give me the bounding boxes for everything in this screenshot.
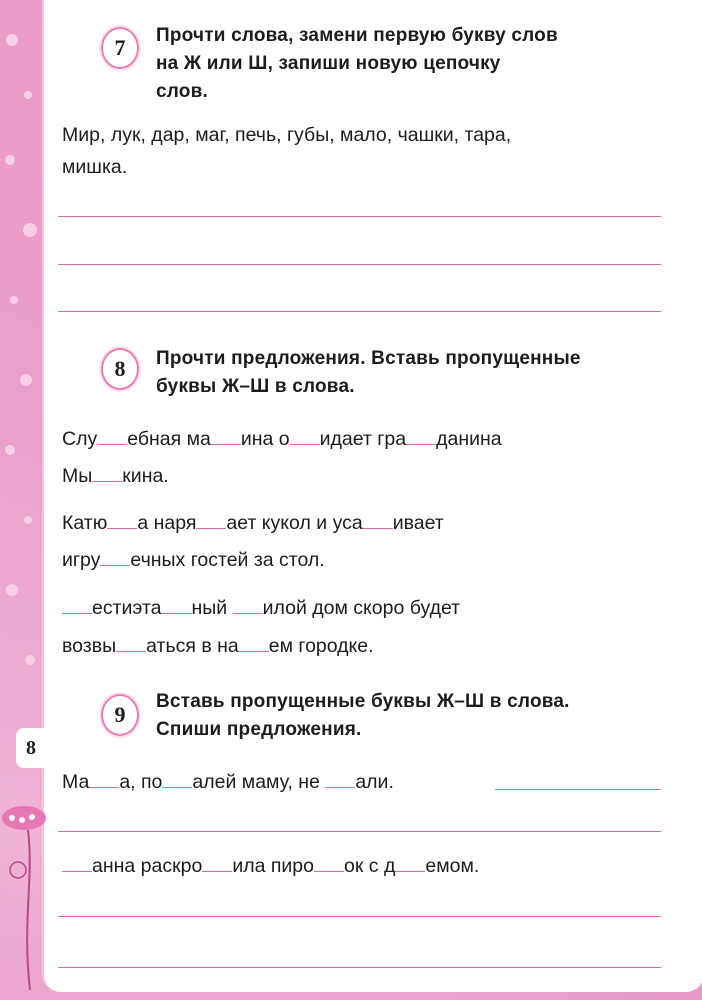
answer-line[interactable]: [495, 789, 661, 790]
task-number-badge: 9: [101, 694, 139, 736]
answer-line[interactable]: [58, 916, 661, 917]
letter-gap[interactable]: [314, 853, 344, 872]
letter-gap[interactable]: [92, 463, 122, 482]
sentence-line: естиэта ный илой дом скоро будет: [62, 594, 460, 622]
letter-gap[interactable]: [202, 853, 232, 872]
answer-line[interactable]: [58, 264, 661, 265]
task-title: Прочти слова, замени первую букву слов на Ж или Ш, запиши новую цепочку слов.: [156, 25, 558, 102]
sentence-line: Ма а, по алей маму, не али.: [62, 771, 394, 793]
letter-gap[interactable]: [89, 769, 119, 788]
letter-gap[interactable]: [162, 595, 192, 614]
answer-line[interactable]: [58, 216, 661, 217]
letter-gap[interactable]: [62, 853, 92, 872]
letter-gap[interactable]: [196, 510, 226, 529]
flower-decoration-icon: [0, 800, 60, 990]
sentence-line: Катю а наря ает кукол и уса ивает: [62, 512, 444, 534]
sentence-line: Слу ебная ма ина о идает гра данина: [62, 428, 502, 450]
letter-gap[interactable]: [211, 426, 241, 445]
letter-gap[interactable]: [325, 769, 355, 788]
letter-gap[interactable]: [406, 426, 436, 445]
letter-gap[interactable]: [62, 595, 92, 614]
answer-line[interactable]: [58, 311, 661, 312]
letter-gap[interactable]: [239, 633, 269, 652]
letter-gap[interactable]: [233, 595, 263, 614]
answer-line[interactable]: [58, 831, 661, 832]
letter-gap[interactable]: [363, 510, 393, 529]
letter-gap[interactable]: [395, 853, 425, 872]
sentence-line: возвы аться в на ем городке.: [62, 635, 374, 657]
task-number-badge: 7: [101, 27, 139, 69]
sentence-line: игру ечных гостей за стол.: [62, 549, 325, 571]
letter-gap[interactable]: [97, 426, 127, 445]
task-number-badge: 8: [101, 348, 139, 390]
word-list: Мир, лук, дар, маг, печь, губы, мало, чашки, тара, мишка.: [62, 124, 512, 178]
task-title: Прочти предложения. Вставь пропущенные буквы Ж–Ш в слова.: [156, 348, 581, 397]
page-number: 8: [16, 728, 46, 768]
sentence-line: Мы кина.: [62, 465, 169, 487]
letter-gap[interactable]: [100, 547, 130, 566]
sentence-line: анна раскро ила пиро ок с д емом.: [62, 852, 479, 880]
letter-gap[interactable]: [107, 510, 137, 529]
answer-line[interactable]: [58, 967, 661, 968]
letter-gap[interactable]: [290, 426, 320, 445]
letter-gap[interactable]: [116, 633, 146, 652]
task-title: Вставь пропущенные буквы Ж–Ш в слова. Спиши предложения.: [156, 691, 570, 740]
letter-gap[interactable]: [162, 769, 192, 788]
